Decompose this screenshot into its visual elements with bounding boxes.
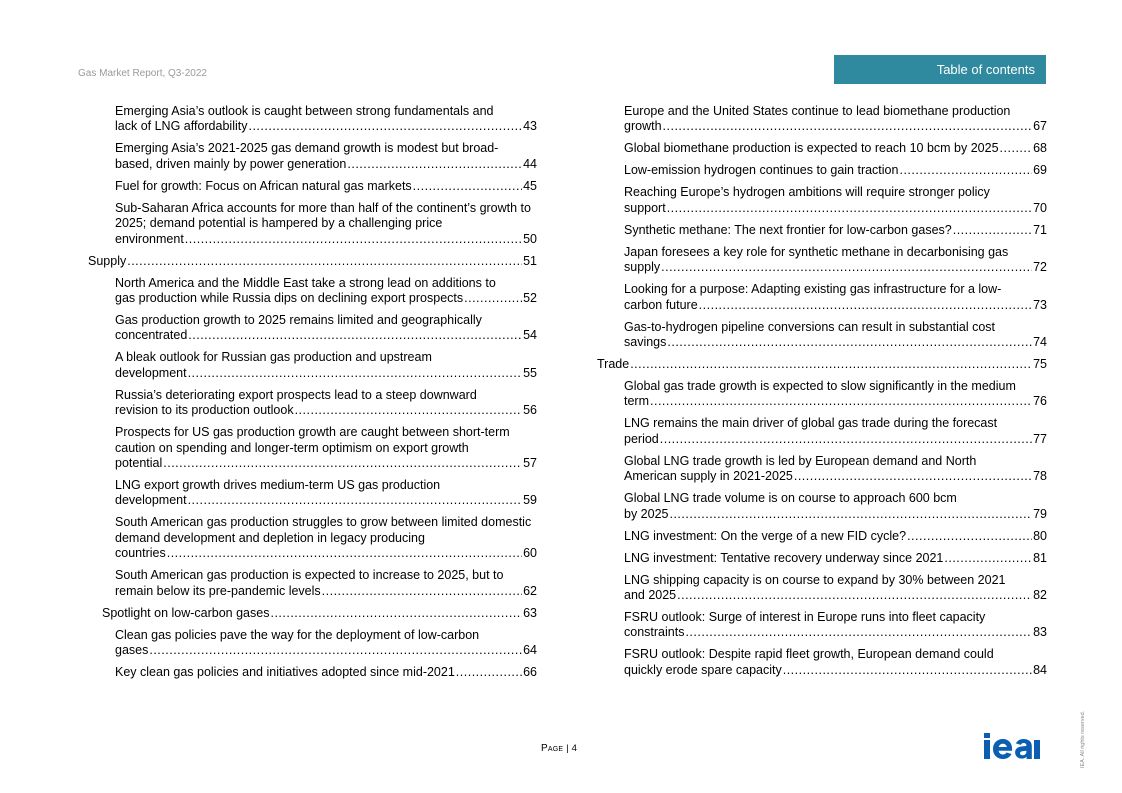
dot-leader	[667, 335, 1032, 350]
toc-page-number[interactable]: 60	[523, 546, 537, 561]
toc-section-entry[interactable]	[88, 254, 537, 269]
toc-entry-title-end: LNG investment: Tentative recovery underway since 2021	[624, 550, 944, 565]
toc-entry[interactable]	[597, 141, 1047, 156]
toc-entry-title-end: revision to its production outlook	[115, 403, 294, 418]
toc-entry[interactable]	[597, 185, 1047, 216]
toc-left-column	[88, 104, 537, 687]
toc-entry-title: LNG remains the main driver of global gas trade during the forecast	[624, 416, 998, 431]
toc-page-number[interactable]: 72	[1033, 260, 1047, 275]
toc-entry-title-end: growth	[624, 119, 662, 134]
toc-entry[interactable]	[597, 104, 1047, 135]
toc-entry-title-end: supply	[624, 260, 661, 275]
toc-page-number[interactable]: 45	[523, 178, 537, 193]
toc-entry-title-end: based, driven mainly by power generation	[115, 156, 347, 171]
toc-page-number[interactable]: 54	[523, 328, 537, 343]
toc-entry[interactable]	[597, 223, 1047, 238]
toc-entry-title: Sub-Saharan Africa accounts for more than half of the continent’s growth to 2025; demand potential is hampered by a challenging price	[115, 200, 531, 231]
toc-entry[interactable]	[597, 163, 1047, 178]
dot-leader	[667, 201, 1032, 216]
toc-entry-line	[115, 157, 537, 172]
toc-entry-line	[102, 606, 537, 621]
toc-entry-title-end: countries	[115, 546, 166, 561]
toc-page-number[interactable]: 78	[1033, 469, 1047, 484]
toc-entry-title: South American gas production struggles to grow between limited domestic demand development and depletion in legacy producing	[115, 515, 532, 545]
toc-entry-line	[115, 456, 537, 471]
toc-entry-line	[624, 469, 1047, 484]
toc-entry-line	[88, 254, 537, 269]
toc-entry-line	[115, 119, 537, 134]
toc-page-number[interactable]: 50	[523, 231, 537, 246]
toc-page-number[interactable]: 44	[523, 156, 537, 171]
dot-leader	[464, 291, 522, 306]
toc-entry-title-end: Spotlight on low-carbon gases	[102, 605, 270, 620]
page-number: 4	[571, 743, 578, 754]
table-of-contents-button-label: Table of contents	[936, 62, 1035, 77]
toc-page-number[interactable]: 79	[1033, 506, 1047, 521]
toc-entry-title: Emerging Asia’s outlook is caught between strong fundamentals and	[115, 104, 494, 118]
toc-page-number[interactable]: 77	[1033, 431, 1047, 446]
toc-page-number[interactable]: 75	[1033, 357, 1047, 372]
toc-page-number[interactable]: 64	[523, 643, 537, 658]
toc-entry-title: Russia’s deteriorating export prospects lead to a steep downward	[115, 387, 477, 402]
toc-entry-title-end: term	[624, 394, 649, 409]
toc-entry-line	[624, 223, 1047, 238]
toc-entry-title: Europe and the United States continue to lead biomethane production	[624, 104, 1011, 118]
toc-entry-title: Global gas trade growth is expected to slow significantly in the medium	[624, 379, 1016, 394]
dot-leader	[413, 179, 522, 194]
dot-leader	[188, 493, 523, 508]
toc-entry-title-end: environment	[115, 231, 184, 246]
dot-leader	[149, 643, 522, 658]
toc-entry-title: Japan foresees a key role for synthetic methane in decarbonising gas	[624, 244, 1009, 259]
toc-entry-line	[624, 201, 1047, 216]
toc-entry-title: LNG shipping capacity is on course to expand by 30% between 2021	[624, 572, 1006, 587]
toc-page-number[interactable]: 43	[523, 119, 537, 134]
toc-entry-title-end: quickly erode spare capacity	[624, 662, 782, 677]
toc-entry[interactable]	[597, 454, 1047, 485]
toc-entry-title-end: Fuel for growth: Focus on African natural gas markets	[115, 178, 412, 193]
dot-leader	[677, 588, 1032, 603]
dot-leader	[663, 119, 1033, 134]
toc-page-number[interactable]: 51	[523, 253, 537, 268]
toc-entry-title: FSRU outlook: Despite rapid fleet growth, European demand could	[624, 647, 994, 662]
toc-entry-title-end: concentrated	[115, 328, 188, 343]
toc-entry-title-end: remain below its pre-pandemic levels	[115, 583, 321, 598]
toc-entry-line	[115, 232, 537, 247]
page-number-footer	[541, 743, 577, 754]
toc-entry-line	[115, 493, 537, 508]
toc-entry-title: A bleak outlook for Russian gas production and upstream	[115, 350, 432, 365]
toc-entry-title-end: gas production while Russia dips on declining export prospects	[115, 291, 464, 306]
table-of-contents-button[interactable]	[834, 55, 1046, 84]
toc-right-column	[597, 104, 1047, 685]
dot-leader	[127, 254, 522, 269]
toc-section-entry[interactable]	[597, 357, 1047, 372]
toc-entry-line	[624, 625, 1047, 640]
page-label: Page	[541, 743, 564, 754]
toc-page-number[interactable]: 62	[523, 583, 537, 598]
report-title: Gas Market Report, Q3-2022	[78, 68, 207, 79]
toc-entry-title: FSRU outlook: Surge of interest in Europe runs into fleet capacity	[624, 610, 986, 625]
dot-leader	[1000, 141, 1033, 156]
dot-leader	[456, 665, 522, 680]
toc-entry-line	[624, 163, 1047, 178]
toc-page-number[interactable]: 74	[1033, 335, 1047, 350]
toc-entry-title-end: and 2025	[624, 588, 677, 603]
toc-entry[interactable]	[597, 610, 1047, 641]
toc-entry-title-end: period	[624, 431, 659, 446]
dot-leader	[685, 625, 1032, 640]
toc-entry-title-end: potential	[115, 456, 163, 471]
toc-page-number[interactable]: 67	[1033, 119, 1047, 134]
toc-entry-line	[115, 179, 537, 194]
dot-leader	[661, 260, 1032, 275]
toc-entry[interactable]	[88, 313, 537, 344]
toc-entry[interactable]	[88, 478, 537, 509]
toc-page-number[interactable]: 66	[523, 665, 537, 680]
toc-entry[interactable]	[88, 665, 537, 680]
toc-page-number[interactable]: 82	[1033, 588, 1047, 603]
toc-entry-line	[115, 403, 537, 418]
dot-leader	[907, 529, 1032, 544]
toc-entry-title-end: Synthetic methane: The next frontier for low-carbon gases?	[624, 222, 952, 237]
toc-page-number[interactable]: 52	[523, 291, 537, 306]
toc-entry-title-end: carbon future	[624, 297, 698, 312]
toc-page-number[interactable]: 80	[1033, 528, 1047, 543]
toc-entry-title-end: savings	[624, 335, 667, 350]
page-separator: |	[566, 743, 569, 754]
toc-entry-title-end: development	[115, 493, 187, 508]
dot-leader	[188, 328, 522, 343]
dot-leader	[630, 357, 1032, 372]
toc-entry-title-end: LNG investment: On the verge of a new FID cycle?	[624, 528, 907, 543]
dot-leader	[944, 551, 1032, 566]
toc-entry[interactable]	[597, 320, 1047, 351]
toc-page-number[interactable]: 55	[523, 365, 537, 380]
toc-entry-title: North America and the Middle East take a strong lead on additions to	[115, 275, 496, 290]
dot-leader	[953, 223, 1032, 238]
toc-entry[interactable]	[88, 515, 537, 561]
iea-logo	[983, 733, 1047, 759]
toc-page-number[interactable]: 69	[1033, 163, 1047, 178]
toc-entry[interactable]	[597, 647, 1047, 678]
toc-entry-line	[624, 663, 1047, 678]
toc-entry[interactable]	[88, 568, 537, 599]
toc-entry-title-end: Low-emission hydrogen continues to gain traction	[624, 163, 899, 178]
toc-entry[interactable]	[597, 551, 1047, 566]
dot-leader	[660, 432, 1032, 447]
toc-entry-title-end: support	[624, 200, 666, 215]
dot-leader	[295, 403, 523, 418]
toc-page-number[interactable]: 83	[1033, 625, 1047, 640]
toc-entry-line	[624, 432, 1047, 447]
toc-entry[interactable]	[88, 141, 537, 172]
toc-entry-title-end: constraints	[624, 625, 685, 640]
toc-entry[interactable]	[88, 104, 537, 135]
toc-entry-line	[624, 260, 1047, 275]
toc-entry-title: Gas-to-hydrogen pipeline conversions can result in substantial cost	[624, 319, 996, 334]
toc-entry-line	[624, 298, 1047, 313]
dot-leader	[322, 584, 522, 599]
toc-page-number[interactable]: 84	[1033, 662, 1047, 677]
toc-entry-line	[624, 394, 1047, 409]
dot-leader	[248, 119, 522, 134]
dot-leader	[669, 507, 1032, 522]
toc-entry-title: Reaching Europe’s hydrogen ambitions will require stronger policy	[624, 185, 990, 200]
toc-entry-title-end: American supply in 2021-2025	[624, 469, 793, 484]
toc-entry[interactable]	[597, 573, 1047, 604]
dot-leader	[899, 163, 1032, 178]
toc-entry-title-end: Global biomethane production is expected to reach 10 bcm by 2025	[624, 141, 999, 156]
toc-page-number[interactable]: 76	[1033, 394, 1047, 409]
toc-entry-line	[624, 529, 1047, 544]
toc-entry-line	[115, 291, 537, 306]
toc-entry[interactable]	[88, 201, 537, 247]
toc-entry-line	[597, 357, 1047, 372]
toc-entry[interactable]	[88, 276, 537, 307]
toc-entry-title: Global LNG trade volume is on course to approach 600 bcm	[624, 491, 957, 506]
dot-leader	[783, 663, 1032, 678]
dot-leader	[794, 469, 1032, 484]
toc-entry-line	[624, 551, 1047, 566]
toc-entry-title-end: lack of LNG affordability	[115, 119, 248, 134]
toc-entry[interactable]	[88, 606, 537, 621]
toc-entry-title: Clean gas policies pave the way for the deployment of low-carbon	[115, 627, 480, 642]
toc-page-number[interactable]: 81	[1033, 550, 1047, 565]
toc-entry-title-end: development	[115, 365, 187, 380]
toc-page-number[interactable]: 56	[523, 403, 537, 418]
toc-entry[interactable]	[597, 529, 1047, 544]
toc-page-number[interactable]: 73	[1033, 297, 1047, 312]
toc-entry[interactable]	[597, 416, 1047, 447]
toc-entry-line	[624, 119, 1047, 134]
dot-leader	[163, 456, 522, 471]
dot-leader	[188, 366, 523, 381]
toc-page-number[interactable]: 70	[1033, 200, 1047, 215]
toc-entry-title: Emerging Asia’s 2021-2025 gas demand growth is modest but broad-	[115, 141, 499, 156]
toc-entry-title-end: Key clean gas policies and initiatives adopted since mid-2021	[115, 665, 455, 680]
toc-entry-line	[115, 328, 537, 343]
dot-leader	[185, 232, 522, 247]
dot-leader	[347, 157, 522, 172]
toc-entry-line	[115, 546, 537, 561]
toc-page-number[interactable]: 57	[523, 456, 537, 471]
toc-entry-line	[624, 507, 1047, 522]
toc-page-number[interactable]: 59	[523, 493, 537, 508]
toc-entry-title: South American gas production is expected to increase to 2025, but to	[115, 568, 504, 583]
toc-entry-line	[624, 335, 1047, 350]
toc-entry[interactable]	[597, 282, 1047, 313]
toc-page-number[interactable]: 71	[1033, 222, 1047, 237]
toc-entry-line	[115, 643, 537, 658]
dot-leader	[167, 546, 522, 561]
dot-leader	[270, 606, 522, 621]
toc-entry-line	[115, 366, 537, 381]
dot-leader	[650, 394, 1032, 409]
toc-entry-line	[624, 141, 1047, 156]
toc-entry-line	[115, 665, 537, 680]
toc-entry-title-end: by 2025	[624, 506, 669, 521]
toc-entry-title: Looking for a purpose: Adapting existing gas infrastructure for a low-	[624, 282, 1002, 297]
dot-leader	[699, 298, 1032, 313]
toc-entry-title-end: gases	[115, 643, 149, 658]
toc-entry-line	[624, 588, 1047, 603]
rights-notice: IEA. All rights reserved.	[1080, 710, 1086, 768]
toc-entry-title: LNG export growth drives medium-term US gas production	[115, 478, 441, 493]
toc-entry-title: Prospects for US gas production growth are caught between short-term caution on spending and longer-term optimism on export growth	[115, 425, 510, 455]
toc-page-number[interactable]: 63	[523, 605, 537, 620]
toc-entry-title: Global LNG trade growth is led by European demand and North	[624, 453, 977, 468]
toc-entry[interactable]	[88, 350, 537, 381]
toc-entry[interactable]	[88, 388, 537, 419]
toc-entry[interactable]	[88, 425, 537, 471]
toc-entry-title-end: Trade	[597, 357, 630, 372]
toc-entry[interactable]	[88, 179, 537, 194]
toc-page-number[interactable]: 68	[1033, 141, 1047, 156]
toc-entry[interactable]	[597, 245, 1047, 276]
toc-entry-line	[115, 584, 537, 599]
toc-entry[interactable]	[597, 491, 1047, 522]
toc-entry-title-end: Supply	[88, 253, 127, 268]
toc-entry-title: Gas production growth to 2025 remains limited and geographically	[115, 313, 482, 328]
toc-entry[interactable]	[88, 628, 537, 659]
toc-entry[interactable]	[597, 379, 1047, 410]
